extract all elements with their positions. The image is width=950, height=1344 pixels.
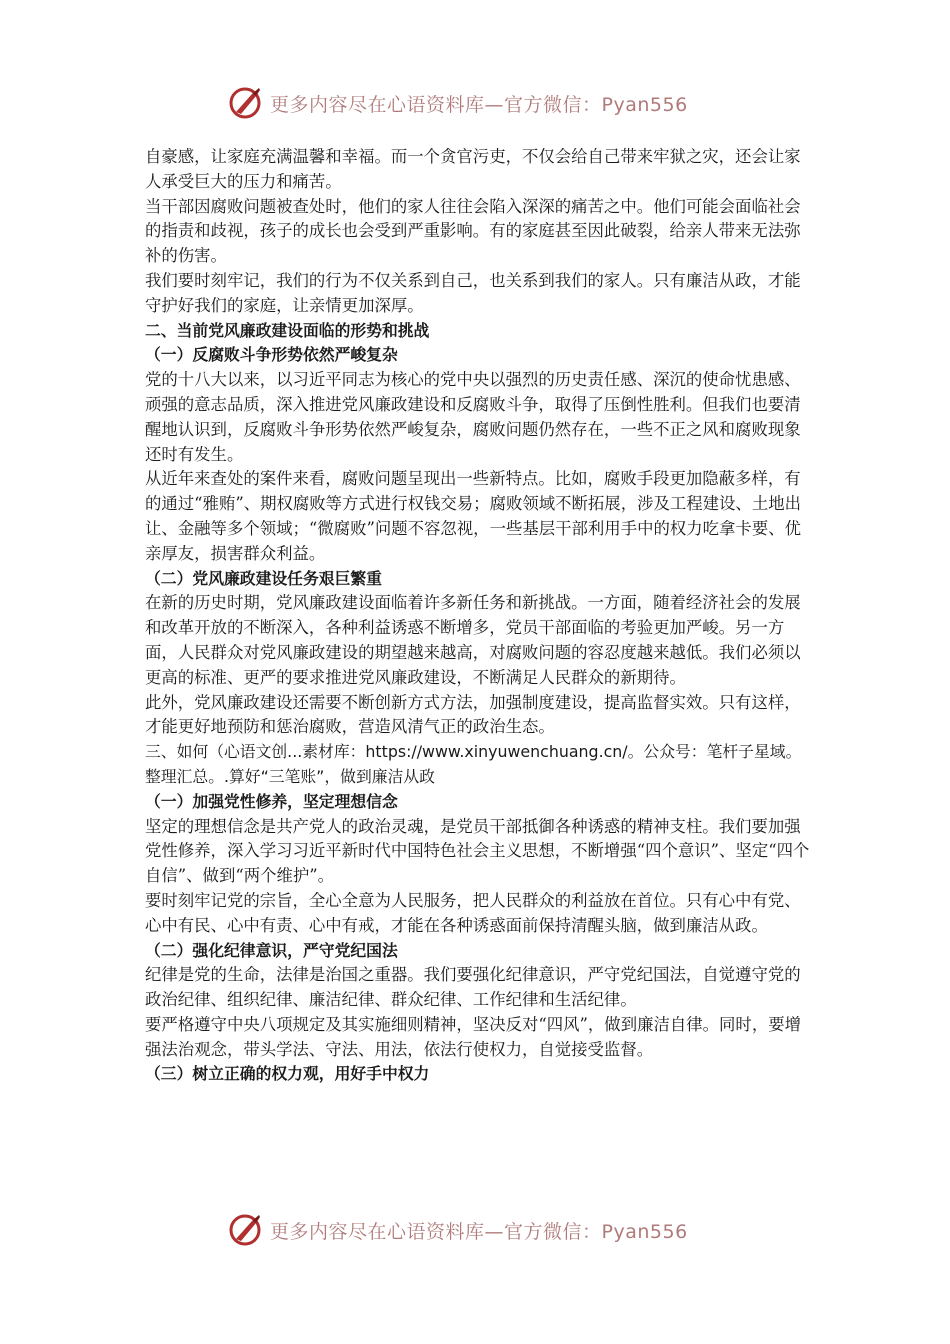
section-heading: 二、当前党风廉政建设面临的形势和挑战	[145, 320, 430, 340]
paragraph: 当干部因腐败问题被查处时，他们的家人往往会陷入深深的痛苦之中。他们可能会面临社会的指责和歧视，孩子的成长也会受到严重影响。有的家庭甚至因此破裂，给亲人带来无法弥补的伤害。	[145, 196, 801, 266]
footer-banner	[228, 1210, 748, 1250]
section-heading: 三、如何（心语文创...素材库：https://www.xinyuwenchuang.cn/。公众号：笔杆子星域。整理汇总。.算好“三笔账”，做到廉洁从政	[145, 742, 802, 786]
brush-logo-icon	[228, 85, 264, 121]
document-body	[145, 145, 815, 1087]
paragraph: 此外，党风廉政建设还需要不断创新方式方法，加强制度建设，提高监督实效。只有这样，才能更好地预防和惩治腐败，营造风清气正的政治生态。	[145, 692, 801, 737]
paragraph: 自豪感，让家庭充满温馨和幸福。而一个贪官污吏，不仅会给自己带来牢狱之灾，还会让家人承受巨大的压力和痛苦。	[145, 147, 801, 191]
header-banner	[228, 83, 748, 123]
paragraph: 要严格遵守中央八项规定及其实施细则精神，坚决反对“四风”，做到廉洁自律。同时，要增强法治观念，带头学法、守法、用法，依法行使权力，自觉接受监督。	[145, 1014, 801, 1059]
paragraph: 纪律是党的生命，法律是治国之重器。我们要强化纪律意识，严守党纪国法，自觉遵守党的政治纪律、组织纪律、廉洁纪律、群众纪律、工作纪律和生活纪律。	[145, 965, 801, 1010]
paragraph: 要时刻牢记党的宗旨，全心全意为人民服务，把人民群众的利益放在首位。只有心中有党、心中有民、心中有责、心中有戒，才能在各种诱惑面前保持清醒头脑，做到廉洁从政。	[145, 890, 801, 935]
banner-text: 更多内容尽在心语资料库—官方微信：Pyan556	[270, 1220, 688, 1243]
subsection-heading: （二）强化纪律意识，严守党纪国法	[145, 940, 398, 960]
subsection-heading: （一）反腐败斗争形势依然严峻复杂	[145, 345, 398, 365]
subsection-heading: （三）树立正确的权力观，用好手中权力	[145, 1064, 430, 1084]
subsection-heading: （一）加强党性修养，坚定理想信念	[145, 791, 398, 811]
subsection-heading: （二）党风廉政建设任务艰巨繁重	[145, 568, 382, 588]
paragraph: 党的十八大以来，以习近平同志为核心的党中央以强烈的历史责任感、深沉的使命忧患感、顽强的意志品质，深入推进党风廉政建设和反腐败斗争，取得了压倒性胜利。但我们也要清醒地认识到，反腐败斗争形势依然严峻复杂，腐败问题仍然存在，一些不正之风和腐败现象还时有发生。	[145, 370, 801, 464]
paragraph: 我们要时刻牢记，我们的行为不仅关系到自己，也关系到我们的家人。只有廉洁从政，才能守护好我们的家庭，让亲情更加深厚。	[145, 270, 801, 315]
paragraph: 从近年来查处的案件来看，腐败问题呈现出一些新特点。比如，腐败手段更加隐蔽多样，有的通过“雅贿”、期权腐败等方式进行权钱交易；腐败领域不断拓展，涉及工程建设、土地出让、金融等多个领域；“微腐败”问题不容忽视，一些基层干部利用手中的权力吃拿卡要、优亲厚友，损害群众利益。	[145, 469, 801, 563]
paragraph: 在新的历史时期，党风廉政建设面临着许多新任务和新挑战。一方面，随着经济社会的发展和改革开放的不断深入，各种利益诱惑不断增多，党员干部面临的考验更加严峻。另一方面，人民群众对党风廉政建设的期望越来越高，对腐败问题的容忍度越来越低。我们必须以更高的标准、更严的要求推进党风廉政建设，不断满足人民群众的新期待。	[145, 593, 801, 687]
paragraph: 坚定的理想信念是共产党人的政治灵魂，是党员干部抵御各种诱惑的精神支柱。我们要加强党性修养，深入学习习近平新时代中国特色社会主义思想，不断增强“四个意识”、坚定“四个自信”、做到“两个维护”。	[145, 816, 810, 886]
brush-logo-icon	[228, 1212, 264, 1248]
banner-text: 更多内容尽在心语资料库—官方微信：Pyan556	[270, 93, 688, 116]
